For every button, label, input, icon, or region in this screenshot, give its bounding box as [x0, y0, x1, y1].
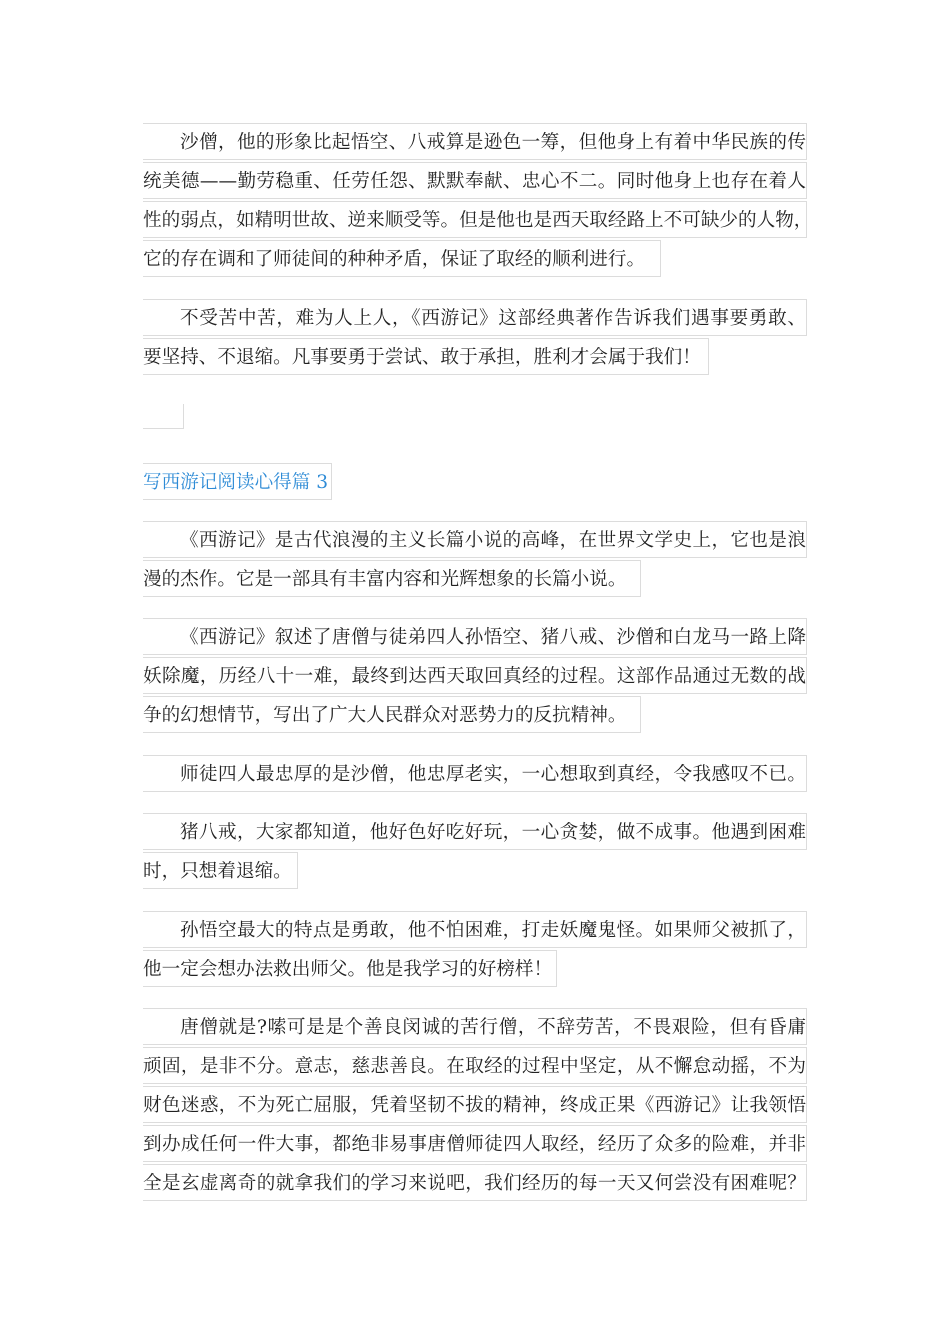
paragraph-2-line-1: 不受苦中苦，难为人上人，《西游记》这部经典著作告诉我们遇事要勇敢、 [143, 299, 807, 336]
paragraph-4-line-3: 争的幻想情节，写出了广大人民群众对恶势力的反抗精神。 [143, 696, 641, 733]
paragraph-3-line-1: 《西游记》是古代浪漫的主义长篇小说的高峰，在世界文学史上，它也是浪 [143, 521, 807, 558]
paragraph-4-line-1: 《西游记》叙述了唐僧与徒弟四人孙悟空、猪八戒、沙僧和白龙马一路上降 [143, 618, 807, 655]
paragraph-1-line-4: 它的存在调和了师徒间的种种矛盾，保证了取经的顺利进行。 [143, 240, 661, 277]
paragraph-8-line-4: 到办成任何一件大事，都绝非易事唐僧师徒四人取经，经历了众多的险难，并非 [143, 1125, 807, 1162]
paragraph-2-line-2: 要坚持、不退缩。凡事要勇于尝试、敢于承担，胜利才会属于我们！ [143, 338, 709, 375]
paragraph-5-line-1: 师徒四人最忠厚的是沙僧，他忠厚老实，一心想取到真经，令我感叹不已。 [143, 755, 807, 792]
paragraph-8-line-3: 财色迷惑，不为死亡屈服，凭着坚韧不拔的精神，终成正果《西游记》让我领悟 [143, 1086, 807, 1123]
paragraph-8-line-5: 全是玄虚离奇的就拿我们的学习来说吧，我们经历的每一天又何尝没有困难呢？ [143, 1164, 807, 1201]
paragraph-6-line-2: 时，只想着退缩。 [143, 852, 298, 889]
paragraph-6-line-1: 猪八戒，大家都知道，他好色好吃好玩，一心贪婪，做不成事。他遇到困难 [143, 813, 807, 850]
paragraph-1-line-3: 性的弱点，如精明世故、逆来顺受等。但是他也是西天取经路上不可缺少的人物， [143, 201, 807, 238]
paragraph-4-line-2: 妖除魔，历经八十一难，最终到达西天取回真经的过程。这部作品通过无数的战 [143, 657, 807, 694]
paragraph-8-line-1: 唐僧就是?嗦可是是个善良闵诚的苦行僧，不辞劳苦，不畏艰险，但有昏庸 [143, 1008, 807, 1045]
empty-line-marker [143, 404, 184, 429]
section-heading: 写西游记阅读心得篇 3 [143, 463, 332, 500]
paragraph-7-line-1: 孙悟空最大的特点是勇敢，他不怕困难，打走妖魔鬼怪。如果师父被抓了， [143, 911, 807, 948]
paragraph-1-line-2: 统美德——勤劳稳重、任劳任怨、默默奉献、忠心不二。同时他身上也存在着人 [143, 162, 807, 199]
paragraph-1-line-1: 沙僧，他的形象比起悟空、八戒算是逊色一筹，但他身上有着中华民族的传 [143, 123, 807, 160]
paragraph-7-line-2: 他一定会想办法救出师父。他是我学习的好榜样！ [143, 950, 557, 987]
paragraph-3-line-2: 漫的杰作。它是一部具有丰富内容和光辉想象的长篇小说。 [143, 560, 641, 597]
paragraph-8-line-2: 顽固，是非不分。意志，慈悲善良。在取经的过程中坚定，从不懈怠动摇，不为 [143, 1047, 807, 1084]
